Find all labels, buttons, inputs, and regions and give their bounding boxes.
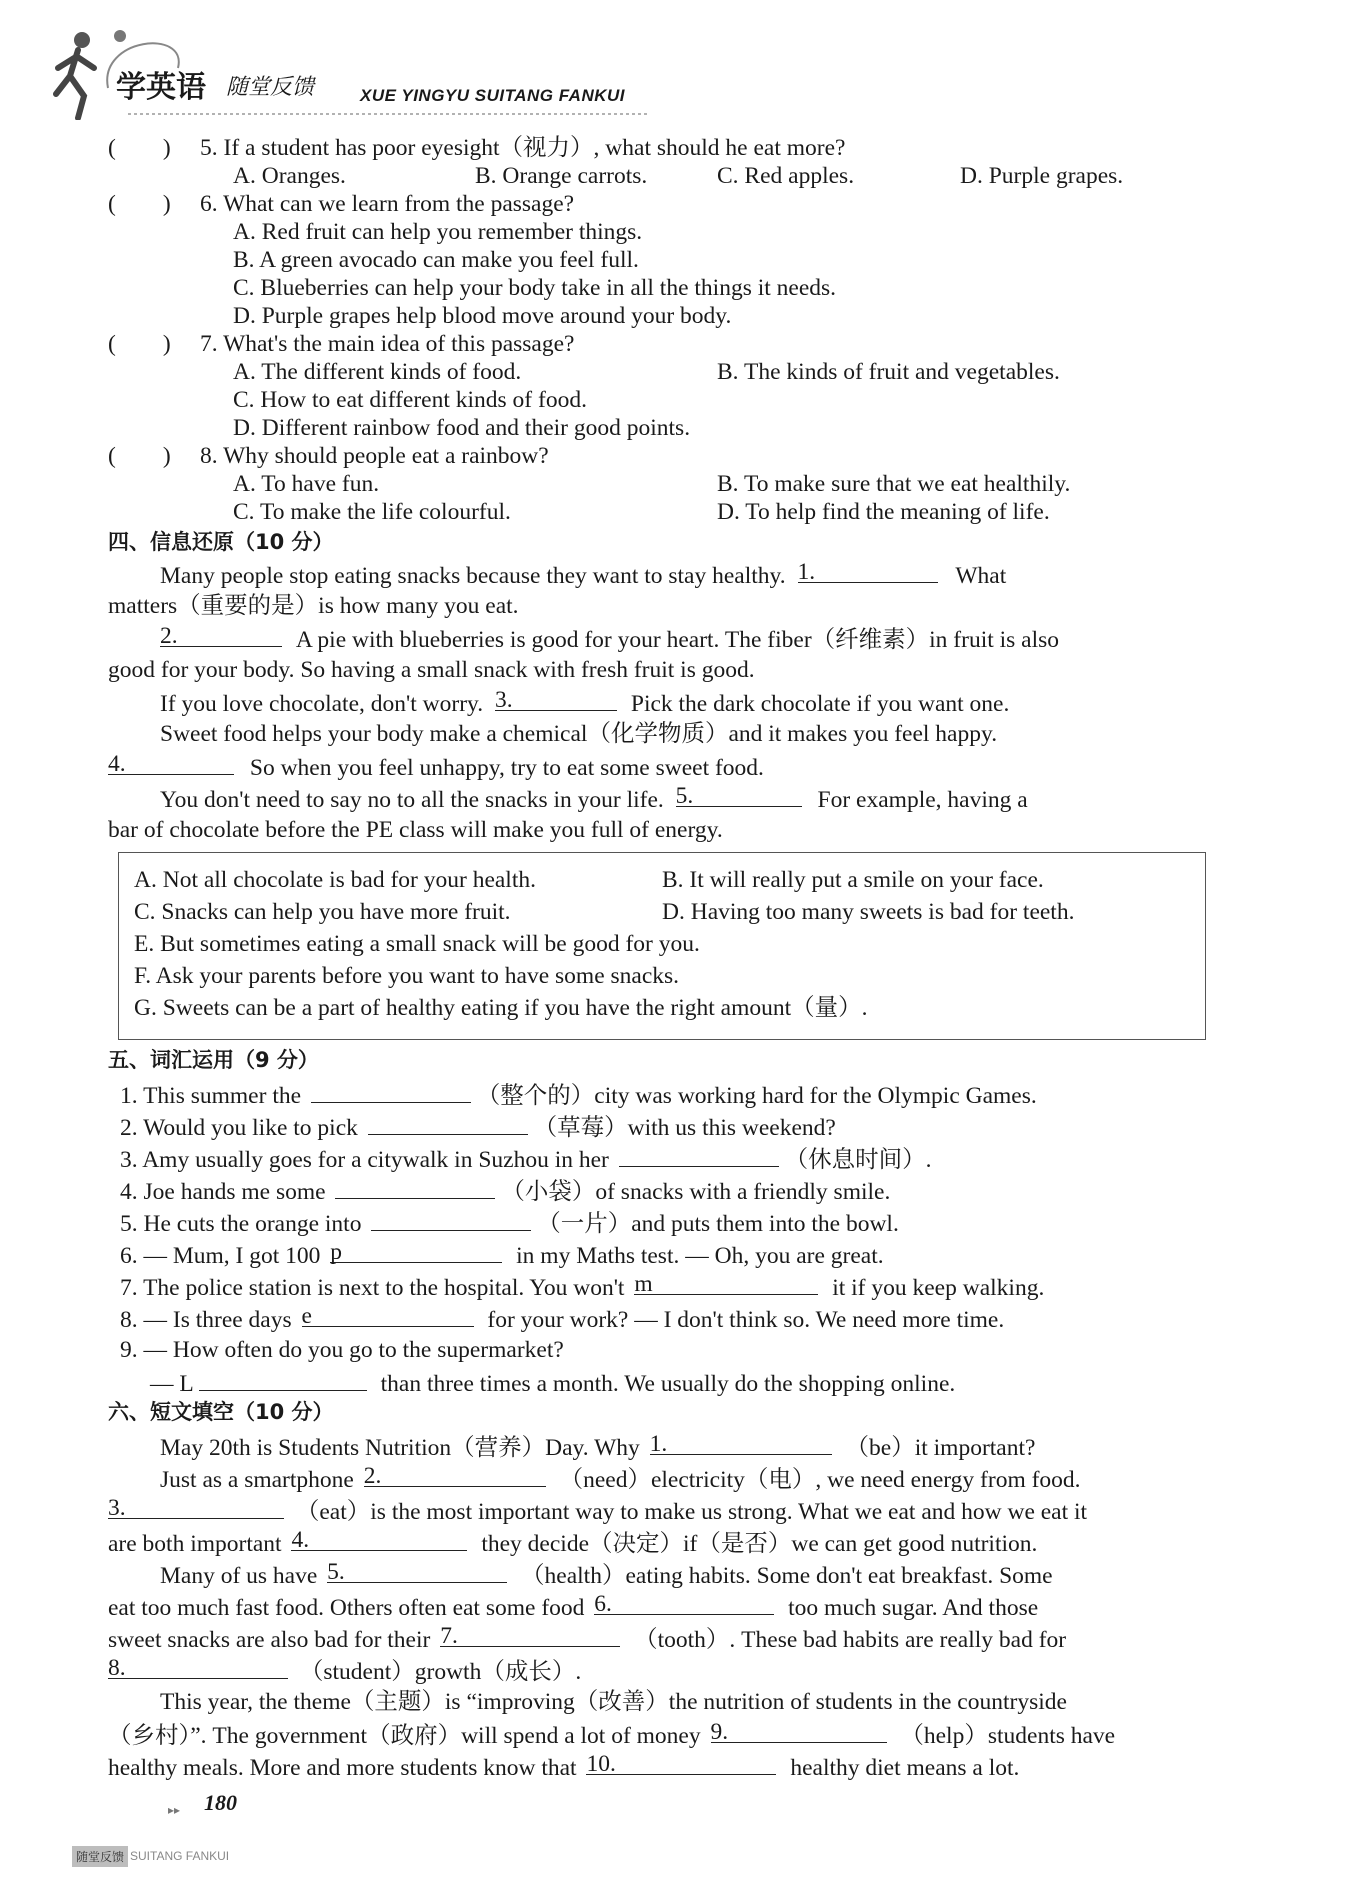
s6-b2-num: 2.	[363, 1463, 382, 1489]
s4-blank-5[interactable]	[676, 784, 802, 807]
s6-blank-6[interactable]	[594, 1592, 774, 1615]
s5-i2-text: 2. Would you like to pick	[120, 1115, 358, 1141]
q6-option-c: C. Blueberries can help your body take in all the things it needs.	[233, 275, 837, 301]
s5-i1-hint: （整个的）city was working hard for the Olympic Games.	[476, 1083, 1037, 1109]
s5-item-2	[120, 1112, 836, 1142]
s4-p4a: Sweet food helps your body make a chemical（化学物质）and it makes you feel happy.	[160, 721, 998, 747]
q7-option-b: B. The kinds of fruit and vegetables.	[717, 359, 1060, 385]
s6-l2b: （need）electricity（电）, we need energy from food.	[559, 1467, 1081, 1493]
s4-line4	[108, 752, 764, 782]
s4-blank-4-num: 4.	[108, 751, 126, 777]
s6-line7	[108, 1624, 1066, 1654]
s5-blank-7[interactable]	[634, 1272, 818, 1295]
q5-option-d: D. Purple grapes.	[960, 163, 1124, 189]
s4-line5	[160, 784, 1028, 814]
s4-option-f: F. Ask your parents before you want to have some snacks.	[134, 963, 680, 989]
q5-option-c: C. Red apples.	[717, 163, 855, 189]
s6-l2a: Just as a smartphone	[160, 1467, 354, 1493]
s6-b7-num: 7.	[440, 1623, 458, 1649]
s6-l4a: are both important	[108, 1531, 282, 1557]
s6-l10b: （help）students have	[900, 1723, 1116, 1749]
s6-line1	[160, 1432, 1035, 1462]
s4-p5b: For example, having a	[817, 787, 1028, 813]
s6-line10	[108, 1720, 1115, 1750]
q7-paren[interactable]: ( )	[108, 331, 171, 357]
s6-blank-5[interactable]	[327, 1560, 507, 1583]
header-subtitle: 随堂反馈	[226, 75, 315, 100]
q6-option-d: D. Purple grapes help blood move around your body.	[233, 303, 732, 329]
s5-item-4	[120, 1176, 890, 1206]
s5-item-8	[120, 1304, 1004, 1334]
s4-p4b: So when you feel unhappy, try to eat some sweet food.	[249, 755, 764, 781]
q6-paren[interactable]: ( )	[108, 191, 171, 217]
s6-b8-num: 8.	[108, 1655, 126, 1681]
s4-blank-5-num: 5.	[675, 783, 694, 809]
s6-l1a: May 20th is Students Nutrition（营养）Day. Why	[160, 1435, 640, 1461]
s5-i6-rest: in my Maths test. — Oh, you are great.	[516, 1243, 884, 1269]
s4-p2b: good for your body. So having a small snack with fresh fruit is good.	[108, 657, 755, 683]
s5-item-3	[120, 1144, 931, 1174]
s6-l7b: （tooth）. These bad habits are really bad for	[634, 1627, 1067, 1653]
s5-blank-5[interactable]	[371, 1208, 531, 1231]
section5-heading: 五、词汇运用（9 分）	[108, 1048, 319, 1072]
s5-item-7	[120, 1272, 1044, 1302]
s6-line5	[160, 1560, 1053, 1590]
s5-i8-text: 8. — Is three days	[120, 1307, 292, 1333]
q5-option-b: B. Orange carrots.	[475, 163, 648, 189]
s6-line8	[108, 1656, 581, 1686]
q5-option-a: A. Oranges.	[233, 163, 346, 189]
page-number: 180	[204, 1790, 237, 1815]
s6-l3b: （eat）is the most important way to make us strong. What we eat and how we eat it	[295, 1499, 1088, 1525]
s6-line2	[160, 1464, 1081, 1494]
s6-l6a: eat too much fast food. Others often eat some food	[108, 1595, 585, 1621]
s5-i3-hint: （休息时间）.	[784, 1147, 932, 1173]
s6-blank-1[interactable]	[650, 1432, 832, 1455]
s4-blank-2[interactable]	[160, 624, 282, 647]
s6-blank-9[interactable]	[711, 1720, 887, 1743]
s6-b3-num: 3.	[108, 1495, 126, 1521]
s5-blank-9[interactable]	[199, 1368, 367, 1391]
s5-i3-text: 3. Amy usually goes for a citywalk in Suzhou in her	[120, 1147, 609, 1173]
s4-blank-1[interactable]	[798, 560, 938, 583]
q6-stem: 6. What can we learn from the passage?	[200, 191, 575, 217]
s4-option-d: D. Having too many sweets is bad for teeth.	[662, 899, 1075, 925]
s5-i8-rest: for your work? — I don't think so. We need more time.	[487, 1307, 1005, 1333]
s4-line3	[160, 688, 1009, 718]
s4-option-b: B. It will really put a smile on your face.	[662, 867, 1044, 893]
s6-blank-10[interactable]	[586, 1752, 776, 1775]
q6-option-a: A. Red fruit can help you remember things.	[233, 219, 643, 245]
s6-l8b: （student）growth（成长）.	[299, 1659, 582, 1685]
s5-item-5	[120, 1208, 899, 1238]
s4-blank-3[interactable]	[495, 688, 617, 711]
footer-arrows-icon: ▸▸	[168, 1803, 181, 1817]
q8-option-c: C. To make the life colourful.	[233, 499, 511, 525]
footer-tag	[72, 1846, 229, 1866]
s4-line1	[160, 560, 1006, 590]
s4-p3a: If you love chocolate, don't worry.	[160, 691, 484, 717]
footer-tag-en: SUITANG FANKUI	[130, 1849, 230, 1863]
s6-line9: This year, the theme（主题）is “improving（改善）the nutrition of students in the countryside	[160, 1689, 1067, 1715]
s4-blank-1-num: 1.	[797, 559, 816, 585]
s6-l11a: healthy meals. More and more students know that	[108, 1755, 577, 1781]
s6-b9-num: 9.	[710, 1719, 729, 1745]
q8-paren[interactable]: ( )	[108, 443, 171, 469]
s6-b5-num: 5.	[327, 1559, 345, 1585]
q8-option-a: A. To have fun.	[233, 471, 380, 497]
s4-p2a: A pie with blueberries is good for your heart. The fiber（纤维素）in fruit is also	[295, 627, 1060, 653]
s5-item-9: 9. — How often do you go to the supermarket?	[120, 1337, 564, 1363]
header-pinyin: XUE YINGYU SUITANG FANKUI	[360, 86, 626, 105]
s5-i7-letter: m	[634, 1271, 653, 1297]
s4-p1a: Many people stop eating snacks because they want to stay healthy.	[160, 563, 786, 589]
s5-item-1	[120, 1080, 1037, 1110]
s5-i7-rest: it if you keep walking.	[832, 1275, 1045, 1301]
s5-blank-3[interactable]	[619, 1144, 779, 1167]
s5-blank-1[interactable]	[311, 1080, 471, 1103]
s6-l1b: （be）it important?	[845, 1435, 1036, 1461]
s4-p3b: Pick the dark chocolate if you want one.	[630, 691, 1010, 717]
section4-heading: 四、信息还原（10 分）	[108, 530, 334, 554]
s6-b1-num: 1.	[649, 1431, 668, 1457]
s6-b4-num: 4.	[291, 1527, 310, 1553]
footer-tag-cn: 随堂反馈	[72, 1846, 128, 1867]
s5-i4-text: 4. Joe hands me some	[120, 1179, 326, 1205]
s6-l6b: too much sugar. And those	[788, 1595, 1039, 1621]
s5-blank-6[interactable]	[330, 1240, 502, 1263]
s6-line11	[108, 1752, 1019, 1782]
s5-i5-hint: （一片）and puts them into the bowl.	[537, 1211, 899, 1237]
s5-i4-hint: （小袋）of snacks with a friendly smile.	[501, 1179, 891, 1205]
s5-i7-text: 7. The police station is next to the hospital. You won't	[120, 1275, 625, 1301]
s6-blank-2[interactable]	[364, 1464, 546, 1487]
q7-option-a: A. The different kinds of food.	[233, 359, 522, 385]
q8-option-b: B. To make sure that we eat healthily.	[717, 471, 1071, 497]
s5-i2-hint: （草莓）with us this weekend?	[533, 1115, 836, 1141]
s4-p1c: matters（重要的是）is how many you eat.	[108, 593, 519, 619]
s5-item-9-answer	[150, 1368, 955, 1398]
s4-blank-2-num: 2.	[160, 623, 178, 649]
s6-l10a: （乡村）”. The government（政府）will spend a lot of money	[108, 1723, 701, 1749]
s6-b6-num: 6.	[594, 1591, 612, 1617]
s4-option-g: G. Sweets can be a part of healthy eating if you have the right amount（量）.	[134, 995, 868, 1021]
s6-l7a: sweet snacks are also bad for their	[108, 1627, 431, 1653]
s6-b10-num: 10.	[586, 1751, 616, 1777]
s4-p5c: bar of chocolate before the PE class will make you full of energy.	[108, 817, 723, 843]
s4-blank-4[interactable]	[108, 752, 234, 775]
s5-i5-text: 5. He cuts the orange into	[120, 1211, 362, 1237]
q8-stem: 8. Why should people eat a rainbow?	[200, 443, 549, 469]
s6-blank-8[interactable]	[108, 1656, 288, 1679]
s5-i6-letter: p	[330, 1239, 343, 1265]
q8-option-d: D. To help find the meaning of life.	[717, 499, 1050, 525]
header	[48, 20, 648, 120]
q6-option-b: B. A green avocado can make you feel full.	[233, 247, 639, 273]
s6-blank-3[interactable]	[108, 1496, 284, 1519]
s6-line6	[108, 1592, 1038, 1622]
q7-option-d: D. Different rainbow food and their good points.	[233, 415, 691, 441]
s5-blank-2[interactable]	[368, 1112, 528, 1135]
s5-i9-dash: — L	[150, 1371, 193, 1397]
q5-stem: 5. If a student has poor eyesight（视力）, what should he eat more?	[200, 135, 846, 161]
s6-l5b: （health）eating habits. Some don't eat breakfast. Some	[521, 1563, 1053, 1589]
q7-option-c: C. How to eat different kinds of food.	[233, 387, 587, 413]
q7-stem: 7. What's the main idea of this passage?	[200, 331, 575, 357]
s6-blank-4[interactable]	[291, 1528, 467, 1551]
s4-p1b: What	[955, 563, 1007, 589]
s5-i9-rest: than three times a month. We usually do the shopping online.	[380, 1371, 956, 1397]
s4-blank-3-num: 3.	[495, 687, 513, 713]
q5-paren[interactable]: ( )	[108, 135, 171, 161]
s6-line4	[108, 1528, 1037, 1558]
s4-option-a: A. Not all chocolate is bad for your health.	[134, 867, 536, 893]
s5-i8-letter: e	[301, 1303, 312, 1329]
section6-heading: 六、短文填空（10 分）	[108, 1400, 334, 1424]
s6-line3	[108, 1496, 1087, 1526]
s4-option-c: C. Snacks can help you have more fruit.	[134, 899, 511, 925]
s4-line2	[160, 624, 1059, 654]
s6-l5a: Many of us have	[160, 1563, 318, 1589]
s5-i6-text: 6. — Mum, I got 100	[120, 1243, 321, 1269]
s6-l4b: they decide（决定）if（是否）we can get good nutrition.	[481, 1531, 1038, 1557]
s6-l11b: healthy diet means a lot.	[790, 1755, 1020, 1781]
s5-blank-8[interactable]	[302, 1304, 474, 1327]
header-title: 学英语	[116, 70, 206, 105]
s5-blank-4[interactable]	[335, 1176, 495, 1199]
s5-i1-text: 1. This summer the	[120, 1083, 302, 1109]
s4-p5a: You don't need to say no to all the snacks in your life.	[160, 787, 664, 813]
s5-item-6	[120, 1240, 884, 1270]
s4-option-e: E. But sometimes eating a small snack will be good for you.	[134, 931, 700, 957]
s6-blank-7[interactable]	[440, 1624, 620, 1647]
